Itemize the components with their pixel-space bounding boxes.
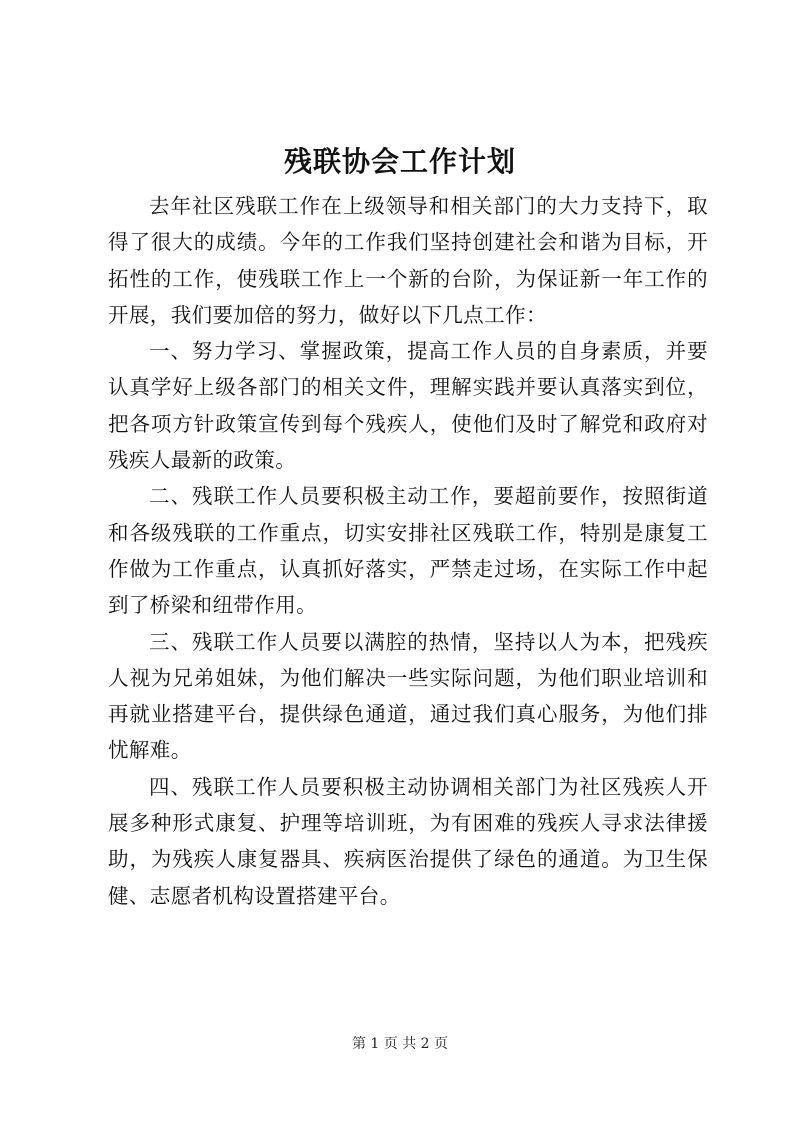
- paragraph-item-3: 三、残联工作人员要以满腔的热情，坚持以人为本，把残疾人视为兄弟姐妹，为他们解决一些实际问题，为他们职业培训和再就业搭建平台，提供绿色通道，通过我们真心服务，为他们排忧解难。: [108, 629, 708, 763]
- page-number-footer: 第 1 页 共 2 页: [351, 1036, 449, 1052]
- document-body: [108, 188, 708, 914]
- paragraph-item-1: 一、努力学习、掌握政策，提高工作人员的自身素质，并要认真学好上级各部门的相关文件，理解实践并要认真落实到位，把各项方针政策宣传到每个残疾人，使他们及时了解党和政府对残疾人最新的政策。: [108, 339, 708, 473]
- paragraph-item-4: 四、残联工作人员要积极主动协调相关部门为社区残疾人开展多种形式康复、护理等培训班，为有困难的残疾人寻求法律援助，为残疾人康复器具、疾病医治提供了绿色的通道。为卫生保健、志愿者机构设置搭建平台。: [108, 774, 708, 908]
- paragraph-intro: 去年社区残联工作在上级领导和相关部门的大力支持下，取得了很大的成绩。今年的工作我们坚持创建社会和谐为目标，开拓性的工作，使残联工作上一个新的台阶，为保证新一年工作的开展，我们要加倍的努力，做好以下几点工作：: [108, 194, 708, 327]
- paragraph-item-2: 二、残联工作人员要积极主动工作，要超前要作，按照街道和各级残联的工作重点，切实安排社区残联工作，特别是康复工作做为工作重点，认真抓好落实，严禁走过场，在实际工作中起到了桥梁和纽带作用。: [108, 484, 708, 618]
- document-title: 残联协会工作计划: [283, 145, 516, 178]
